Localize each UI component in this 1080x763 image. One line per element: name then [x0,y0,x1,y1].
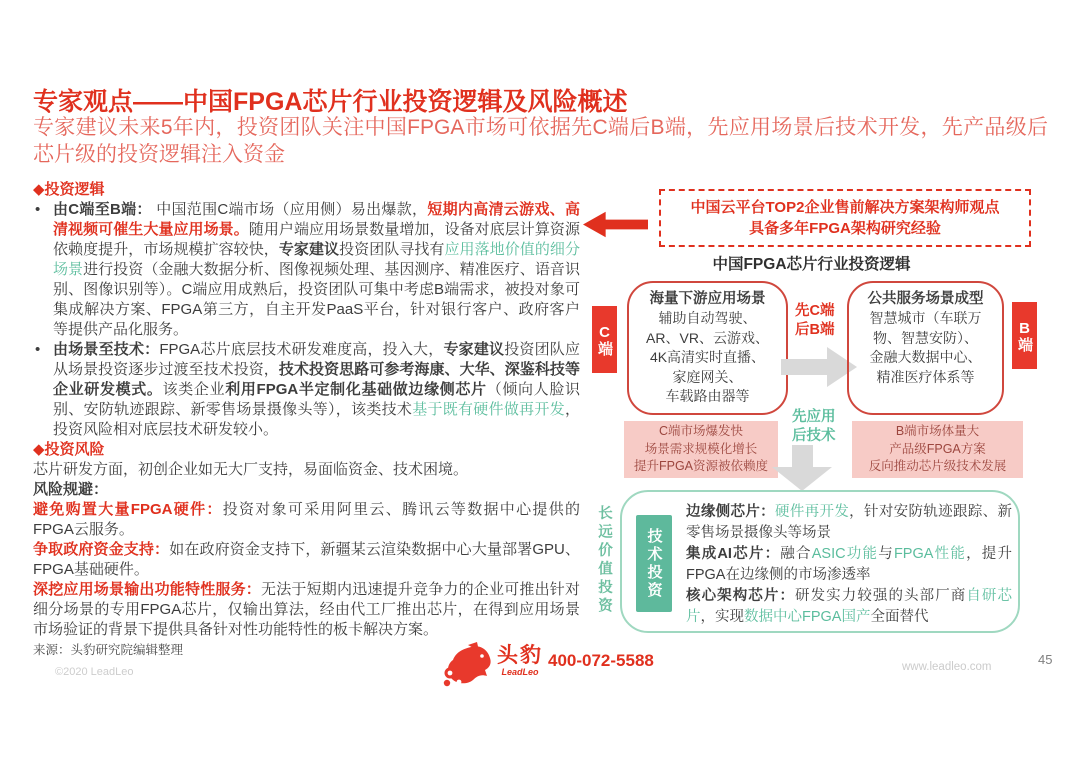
brand-block [497,645,543,678]
flow-c-then-b-label: 先C端 后B端 [795,303,835,338]
consumer-box-line: 家庭网关、 [672,368,743,385]
risk-avoid-label: 风险规避： [33,481,109,498]
risk-intro: 芯片研发方面，初创企业如无大厂支持，易面临资金、技术困境。 [33,461,469,478]
analysis-text-column [33,180,580,640]
business-box-line: 精准医疗体系等 [876,368,975,385]
consumer-box-line: 4K高清实时直播、 [649,349,766,366]
consumer-scenarios-box [627,281,788,415]
risk-item-hardware: 避免购置大量FPGA硬件：投资对象可采用阿里云、腾讯云等数据中心提供的FPGA云服务。 [33,501,580,538]
consumer-market-note: C端市场爆发快 场景需求规模化增长 提升FPGA资源被依赖度 [624,421,778,478]
bullet-c-to-b-text: 由C端至B端： 中国范围C端市场（应用侧）易出爆款，短期内高清云游戏、高清视频可催生大量应用场景。随用户端应用场景数量增加，设备对底层计算资源依赖度提升，市场规模扩容较快，专家建议投资团队寻找有应用落地价值的细分场景进行投资（金融大数据分析、图像视频处理、基因测序、精准医疗、语音识别、图像识别等）。C端应用成熟后，投资团队可集中考虑B端需求，被投对象可集成解决方案、FPGA第三方，自主开发PaaS平台，针对银行客户、政府客户等提供产品化服务。 [53,201,580,338]
bullet-scene-to-tech [33,340,580,440]
arrow-left-icon [583,211,648,238]
page-title: 专家观点——中国FPGA芯片行业投资逻辑及风险概述 [33,88,628,116]
business-box-line: 金融大数据中心、 [869,349,982,366]
page-subtitle: 专家建议未来5年内，投资团队关注中国FPGA市场可依据先C端后B端，先应用场景后技术开发，先产品级后芯片级的投资逻辑注入资金 [33,116,1048,166]
business-box-title: 公共服务场景成型 [867,291,984,307]
c-side-tag: C端 [592,306,617,373]
contact-phone: 400-072-5588 [548,651,654,670]
flow-app-then-tech-label: 先应用 后技术 [792,409,836,444]
business-box-line: 智慧城市（车联万 [869,310,982,326]
risk-item-service: 深挖应用场景输出功能特性服务：无法于短期内迅速提升竞争力的企业可推出针对细分场景的专用FPGA芯片，仅输出算法，经由代工厂推出芯片，在得到应用场景市场验证的背景下提供具备针对性功能特性的板卡解决方案。 [33,581,580,638]
risk-item-government: 争取政府资金支持：如在政府资金支持下，新疆某云渲染数据中心大量部署GPU、FPGA基础硬件。 [33,541,580,578]
business-box-line: 物、智慧安防）、 [873,329,978,346]
bullet-scene-to-tech-text: 由场景至技术：FPGA芯片底层技术研发难度高，投入大，专家建议投资团队应从场景投资逐步过渡至技术投资，技术投资思路可参考海康、大华、深鉴科技等企业研发模式。该类企业利用FPGA半定制化基础做边缘侧芯片（倾向人脸识别、安防轨迹跟踪、新零售场景摄像头等），该类技术基于既有硬件做再开发，投资风险相对底层技术研发较小。 [53,341,580,438]
expert-note-line2: 具备多年FPGA架构研究经验 [749,220,941,237]
investment-risk-heading: ◆投资风险 [33,441,105,458]
business-market-note: B端市场体量大 产品级FPGA方案 反向推动芯片级技术发展 [852,421,1023,478]
business-scenarios-box [847,281,1004,415]
diagram-title: 中国FPGA芯片行业投资逻辑 [712,256,911,273]
leadleo-logo-icon [441,642,493,688]
arrow-down-icon [772,445,832,491]
brand-subname: LeadLeo [501,667,539,677]
website-url: www.leadleo.com [902,661,992,673]
page-number: 45 [1038,652,1053,667]
consumer-box-line: AR、VR、云游戏、 [646,329,769,346]
tech-item-edge-chip: 边缘侧芯片：硬件再开发，针对安防轨迹跟踪、新零售场景摄像头等场景 [686,504,1013,541]
tech-investment-items [686,502,1012,628]
copyright-note: ©2020 LeadLeo [55,666,134,678]
tech-item-ai-chip: 集成AI芯片：融合ASIC功能与FPGA性能，提升FPGA在边缘侧的市场渗透率 [686,546,1013,583]
consumer-box-line: 车载路由器等 [665,388,750,405]
source-note: 来源：头豹研究院编辑整理 [33,643,184,657]
expert-note-line1: 中国云平台TOP2企业售前解决方案架构师观点 [690,199,1000,216]
bullet-marker: • [35,341,41,358]
bullet-c-to-b [33,200,580,340]
expert-note-box [659,189,1031,247]
bullet-marker: • [35,201,41,218]
longterm-value-label: 长远价值投资 [596,505,612,616]
arrow-right-icon [781,347,857,387]
b-side-tag: B端 [1012,302,1037,369]
tech-item-core-chip: 核心架构芯片：研发实力较强的头部厂商自研芯片，实现数据中心FPGA国产全面替代 [686,588,1013,625]
tech-investment-tag: 技术投资 [636,515,672,612]
brand-name: 头豹 [497,644,543,667]
consumer-box-title: 海量下游应用场景 [649,291,766,307]
consumer-box-line: 辅助自动驾驶、 [658,310,757,326]
investment-logic-heading: ◆投资逻辑 [33,181,105,198]
